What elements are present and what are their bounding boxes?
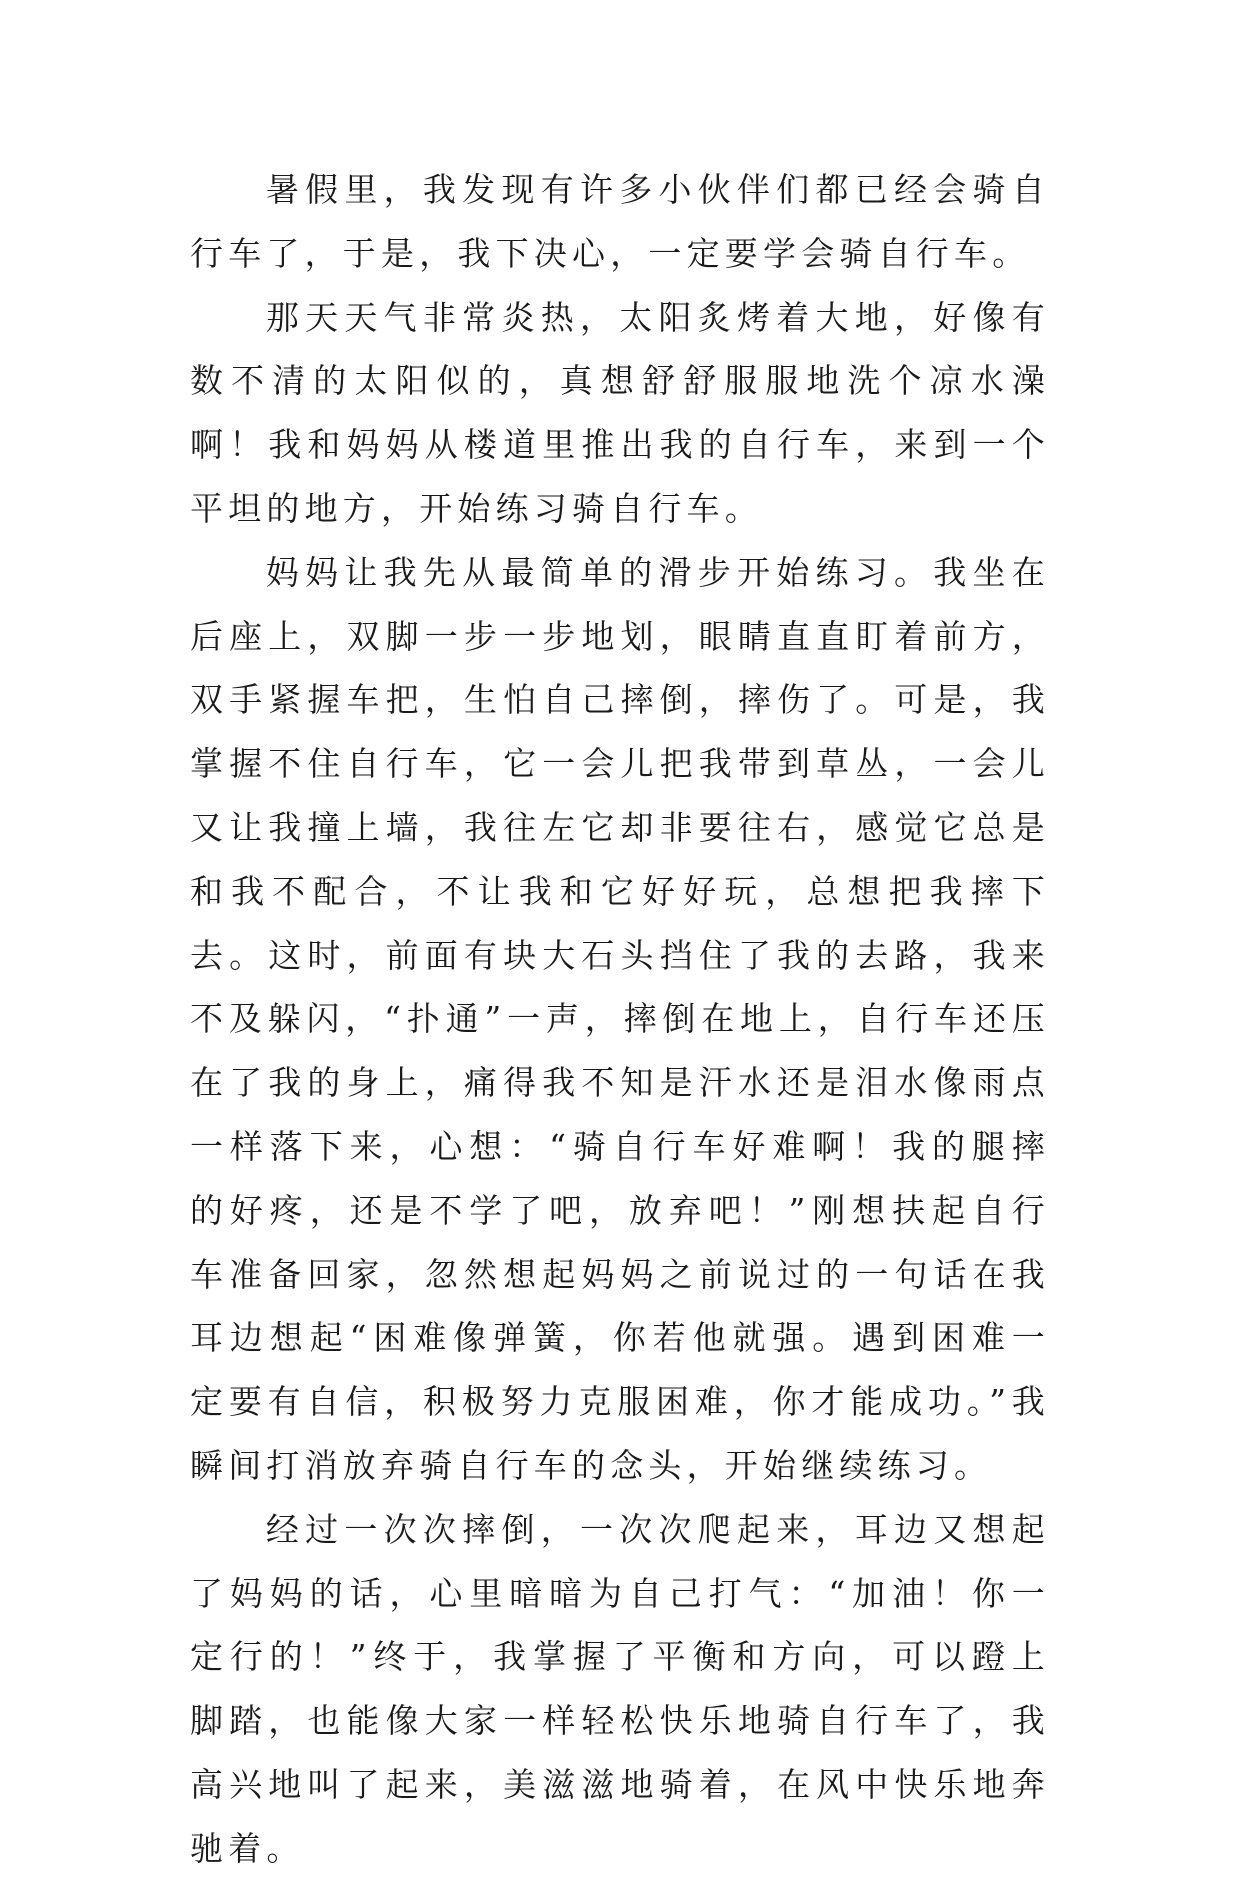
essay-body: [190, 158, 1050, 1881]
paragraph-1: 暑假里，我发现有许多小伙伴们都已经会骑自行车了，于是，我下决心，一定要学会骑自行车。: [190, 170, 1050, 273]
paragraph-3: 妈妈让我先从最简单的滑步开始练习。我坐在后座上，双脚一步一步地划，眼睛直直盯着前方，双手紧握车把，生怕自己摔倒，摔伤了。可是，我掌握不住自行车，它一会儿把我带到草丛，一会儿又让我撞上墙，我往左它却非要往右，感觉它总是和我不配合，不让我和它好好玩，总想把我摔下去。这时，前面有块大石头挡住了我的去路，我来不及躲闪，“扑通”一声，摔倒在地上，自行车还压在了我的身上，痛得我不知是汗水还是泪水像雨点一样落下来，心想：“骑自行车好难啊！我的腿摔的好疼，还是不学了吧，放弃吧！”刚想扶起自行车准备回家，忽然想起妈妈之前说过的一句话在我耳边想起“困难像弹簧，你若他就强。遇到困难一定要有自信，积极努力克服困难，你才能成功。”我瞬间打消放弃骑自行车的念头，开始继续练习。: [190, 552, 1050, 1485]
paragraph-4: 经过一次次摔倒，一次次爬起来，耳边又想起了妈妈的话，心里暗暗为自己打气：“加油！你一定行的！”终于，我掌握了平衡和方向，可以蹬上脚踏，也能像大家一样轻松快乐地骑自行车了，我高兴地叫了起来，美滋滋地骑着，在风中快乐地奔驰着。: [190, 1509, 1050, 1868]
paragraph-2: 那天天气非常炎热，太阳炙烤着大地，好像有数不清的太阳似的，真想舒舒服服地洗个凉水澡啊！我和妈妈从楼道里推出我的自行车，来到一个平坦的地方，开始练习骑自行车。: [190, 297, 1050, 528]
